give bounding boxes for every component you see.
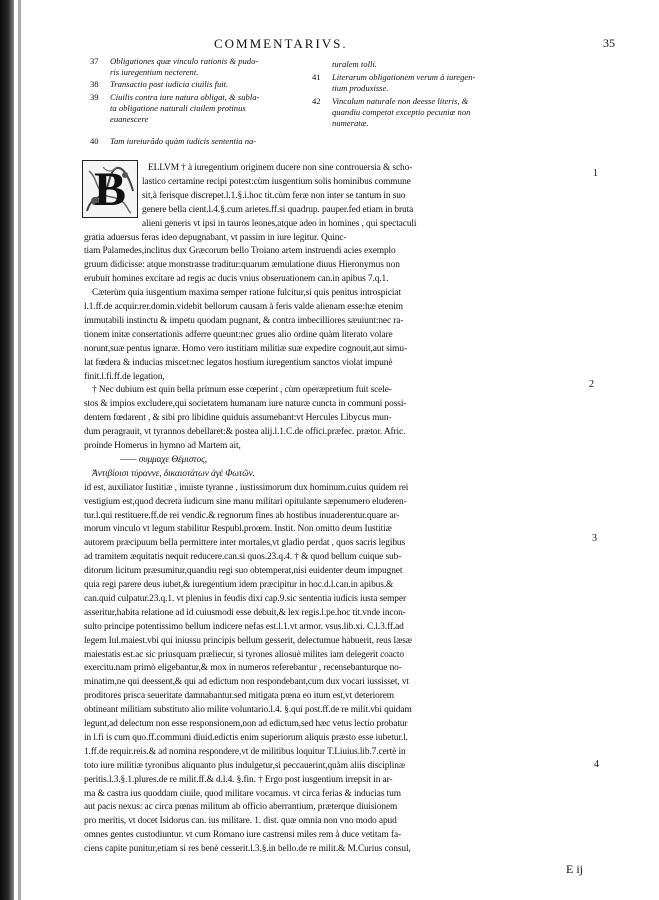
text-line: alieni generis vt ipsi in tauros leones,atque adeo in homines , qui spectaculi <box>142 218 417 229</box>
text-line: finit.l.fi.ff.de legation, <box>84 371 165 382</box>
text-line: sulto principe potentissimo bellum indicere nefas est.l.1.vt armor. vsus.lib.xi. C.l.3.ff.ad <box>84 621 404 632</box>
text-line: maiestatis est.ac sic priusquam præliecur, si tyrones aliosuè milites iam delegerit coacto <box>84 649 404 660</box>
text-line: exercitu.nam primò eligebantur,& mox in numeros referebantur , recensebanturque no- <box>84 663 402 674</box>
summary-block <box>90 56 530 152</box>
text-line: morum vinculo vt legum stabilitur Respubl.proœm. Instit. Non omitto deum Iustitiæ <box>84 524 392 535</box>
initial-letter: B <box>93 162 126 216</box>
summary-number: 39 <box>90 92 99 102</box>
text-line: dum peragrauit, vt tyrannos debellaret:& postea alij.l.1.C.de offici.præfec. prætor. Afric. <box>84 427 406 438</box>
summary-line: Literarum obligationem verum à iuregen- <box>332 72 476 82</box>
text-line: —— συμμαχε Θέμιστος, <box>120 454 208 465</box>
text-line: 1.ff.de requir.reis.& ad nomina respondere,vt de militibus loquitur T.Liuius.lib.7.certè in <box>84 746 406 757</box>
text-line: proditores prisca seueritate damnabantur.sed mitigata pœna eo itum est,vt deteriorem <box>84 691 394 702</box>
decorated-initial <box>82 160 138 218</box>
text-line: dentem fœdarent , & sibi pro libidine quiduis assumebant:vt Hercules Libycus mun- <box>84 413 392 424</box>
text-line: lastico certamine recipi potest:cùm iusgentium solis hominibus commune <box>142 176 411 187</box>
summary-line: Tam iureiurãdo quàm iudicis sententia na- <box>110 136 257 146</box>
text-line: ELLVM † à iuregentium originem ducere non sine controuersia & scho- <box>148 163 413 173</box>
text-line: ad tramitem æquitatis nequit reducere.can.si quos.23.q.4. † & quod bellum cuique sub- <box>84 552 402 563</box>
summary-line: Ciuilis contra iure natura obligat, & subla- <box>110 92 260 102</box>
text-line: quia regi parere deus iubet,& iuregentium idem præcipitur in hoc.d.l.can.in apibus.& <box>84 580 394 590</box>
text-line: id est, auxiliator Iustitiæ , inuiste tyranne , iustissimorum dux hominum.cuius quidem rei <box>84 482 409 493</box>
text-line: pro meritis, vt docet Isidorus can. ius militare. 1. dist. quæ omnia non vno modo apud <box>84 816 397 827</box>
summary-line: quandiu competat exceptio pecuniæ non <box>332 107 471 117</box>
text-line: erubuit homines excitare ad regis ac ducis vnius obseruationem can.in apibus 7.q.1. <box>84 274 389 285</box>
text-line: can.quid culpatur.23.q.1. vt plenius in feudis dixi cap.9.sic sententia iudicis iusta semper <box>84 593 406 604</box>
summary-item <box>90 56 258 78</box>
text-line: l.1.ff.de acquir.rer.domin.videbit bellorum causam à feris valde alienam esse:hæ etenim <box>84 302 403 312</box>
text-line: gratia aduersus feras ideo depugnabant, vt passim in iure legitur. Quinc- <box>84 232 347 243</box>
text-line: norunt,suæ pentus ignaræ. Homo vero iustitiam militiæ suæ expedire cognouit,aut simu- <box>84 343 407 354</box>
text-line: lat fœdera & inducias miscet:nec legatos hostium iuregentium sanctos violat impunè <box>84 357 393 368</box>
summary-number: 37 <box>90 56 99 66</box>
text-line: legunt,ad delectum non esse responsionem,non ad edictum,sed hæc vetus lectio probatur <box>84 719 408 729</box>
text-line: peritis.l.3.§.1.plures.de re milit.ff.& d.l.4. §.fin. † Ergo post iusgentium irrepsit in ar- <box>84 774 393 785</box>
summary-item <box>90 92 259 125</box>
summary-item <box>312 96 470 129</box>
text-line: ditorum licitum præsumitur,quandiu regi suo obtemperat,nisi euidenter deum impugnet <box>84 566 403 577</box>
page-number: 35 <box>603 36 615 50</box>
text-line: tur.l.qui restituere.ff.de rei vendic.& regnorum fines ab hostibus inuaderentur.quare ar- <box>84 510 400 521</box>
text-line: vestigium est,quod decreta iudicum sine manu militari opitulante sæpenumero eluderen- <box>84 496 407 507</box>
summary-item <box>90 136 256 147</box>
summary-line: euanescere <box>110 114 149 124</box>
text-line: minatim,ne qui deessent,& qui ad edictum non respondebant,cum dux vocari iussisset, vt <box>84 677 409 688</box>
text-line: ciens capite punitur,etiam si res benè cesserit.l.3.§.in bello.de re milit.& M.Curius consul, <box>84 844 411 855</box>
text-line: immutabili instinctu & impetu quodam pugnant, & contra imbecilliores sæuiunt:nec ra- <box>84 315 404 326</box>
text-line: omnes gentes custodiuntur. vt cum Romano iure castrensi miles rem à duce vetitam fa- <box>84 830 402 841</box>
margin-number: 2 <box>589 379 594 390</box>
summary-item <box>312 72 475 94</box>
text-line: toto iure militiæ tyronibus aliquanto plus indulgetur,si peccauerint,quàm aliis disciplinæ <box>84 760 406 771</box>
summary-item <box>312 59 377 70</box>
catchword: E ij <box>566 862 583 876</box>
margin-number: 3 <box>592 533 597 544</box>
text-line: asseritur,habita relatione ad id cuiusmodi esse debuit,& lex regis.l.pe.hoc tit.vnde incon- <box>84 607 406 618</box>
text-line: stos & impios excludere,qui societatem humanam iure naturæ cuncta in communi possi- <box>84 399 407 410</box>
summary-number: 40 <box>90 136 99 146</box>
summary-item <box>90 79 228 90</box>
summary-number: 41 <box>312 72 321 82</box>
text-line: obtineant militiam substituto alio milite voluntario.l.4. §.qui post.ff.de re milit.vbi quidam <box>84 705 412 716</box>
summary-number: 42 <box>312 96 321 106</box>
summary-line: ta obligatione naturali ciuilem protinus <box>110 103 246 113</box>
running-header: COMMENTARIVS. <box>214 36 348 51</box>
text-line: legem Iul.maiest.vbi qui iniussu principis bellum gesserit, delectumue habuerit, reus læsæ <box>84 635 412 646</box>
summary-line: numeratæ. <box>332 118 369 128</box>
summary-line: ris iuregentium necterent. <box>110 67 199 77</box>
margin-number: 1 <box>593 168 598 179</box>
text-line: † Nec dubium est quin bella primum esse cœperint , cùm operæpretium fuit scele- <box>92 385 392 396</box>
text-line: Cæterùm quia iusgentium maxima semper ratione fulcitur,si quis penitus introspiciat <box>92 288 401 299</box>
summary-line: Transactio post iudicia ciuilis fuit. <box>110 79 229 89</box>
text-line: in l.fi is cum quo.ff.communi diuid.edictis enim superiorum aliquis præsto esse iubetur.l. <box>84 732 408 743</box>
text-line: Ἀντιβίοισι τύραννε, δικαιοτάτων ἀγὲ Φωτῶν. <box>92 468 255 479</box>
text-line: tiam Palamedes,inclitus dux Græcorum bello Troiano artem instruendi acies exemplo <box>84 246 396 257</box>
page-gutter-shadow <box>0 0 14 900</box>
page-gutter-line <box>18 0 21 900</box>
summary-line: turalem tolli. <box>332 59 377 69</box>
text-line: aut pacis nexus: ac circa pœnas militum ab officio aberrantium, præterque diuisionem <box>84 802 398 813</box>
summary-line: Obligationes quæ vinculo rationis & pudo- <box>110 56 259 66</box>
summary-line: Vinculum naturale non deesse literis, & <box>332 96 469 106</box>
text-line: tionem initæ consertationis adferre queunt:nec grues alio ordine quàm literato volare <box>84 329 393 340</box>
text-line: autorem præcipuum bella permittere inter mortales,vt gladio perdat , quos sacris legibus <box>84 538 406 549</box>
text-line: sit,à ferisque discrepet.l.1.§.i.hoc tit.cùm feræ non inter se tantum in suo <box>142 190 406 201</box>
summary-number: 38 <box>90 79 99 89</box>
summary-line: tium produxisse. <box>332 83 389 93</box>
text-line: gruum didicisse: atque monstrasse traditur:quarum æmulatione diuus Hieronymus non <box>84 260 400 271</box>
text-line: ma & castra ius quoddam ciuile, quod militare vocamus. vt circa ferias & inducias tum <box>84 788 401 799</box>
text-line: proinde Homerus in hymno ad Martem ait, <box>84 441 241 451</box>
margin-number: 4 <box>594 759 599 770</box>
text-line: genere bella cient.l.4.§.cum arietes.ff.si quadrup. pauper.fed etiam in bruta <box>142 204 414 215</box>
